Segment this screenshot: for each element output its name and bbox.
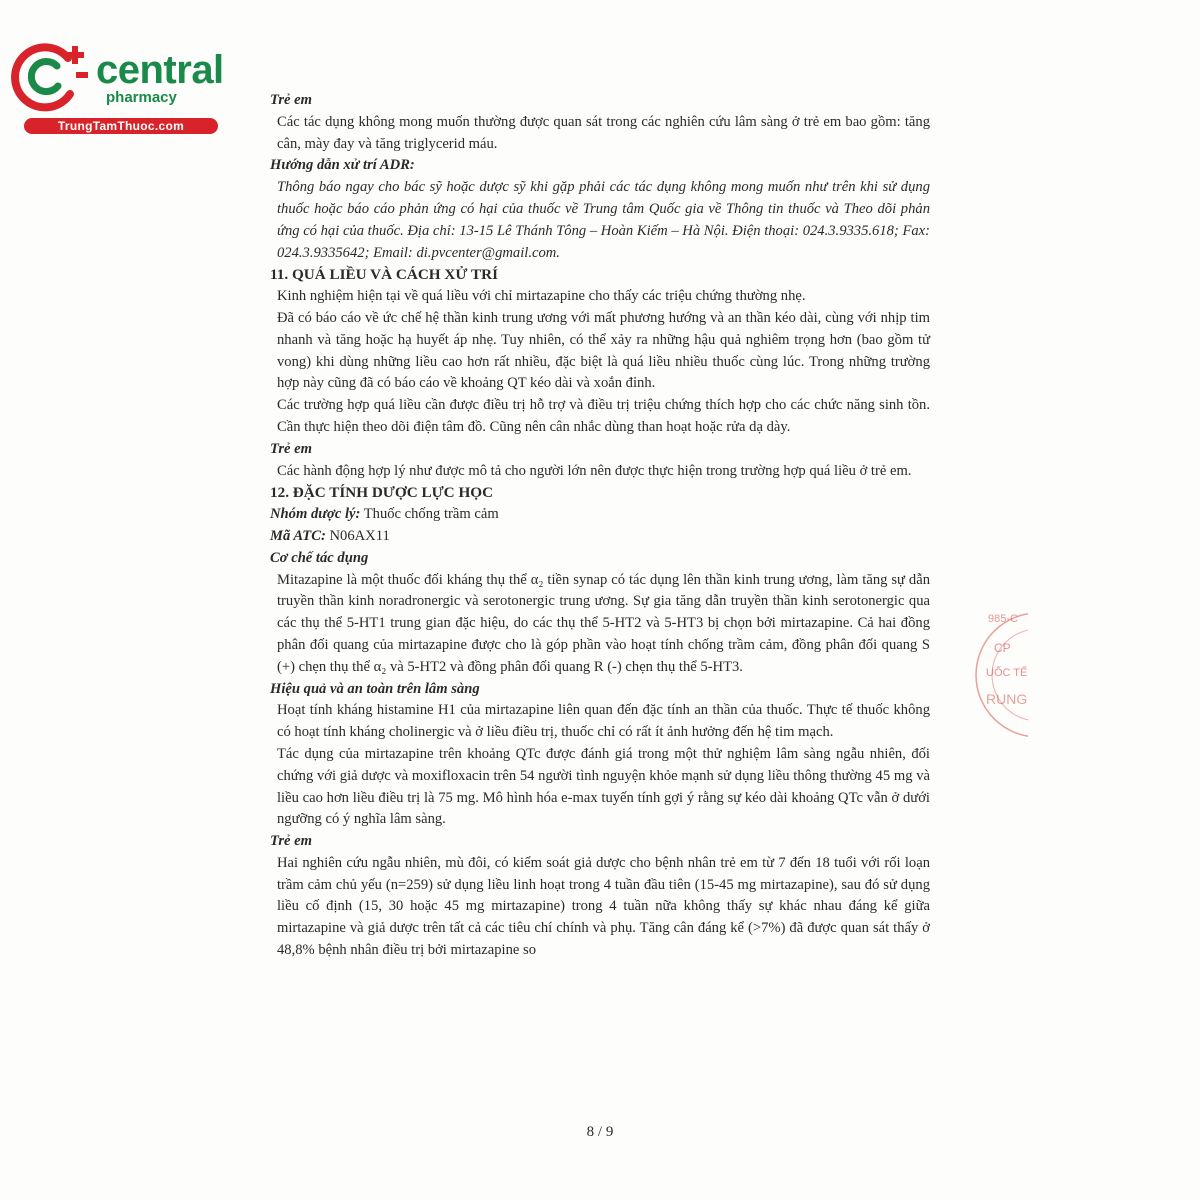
stamp-line-2: CP [994,641,1011,655]
heading-mechanism: Cơ chế tác dụng [270,549,369,566]
paragraph-children-2: Các hành động hợp lý như được mô tả cho người lớn nên được thực hiện trong trường hợp quá liều ở trẻ em. [277,462,912,479]
paragraph-efficacy-1: Hoạt tính kháng histamine H1 của mirtazapine liên quan đến đặc tính an thần của thuốc. Thực tế thuốc không có hoạt tính kháng cholinergic và ở liều điều trị, thuốc chỉ có rất ít ảnh hưởng đến hệ tim mạch. [277,702,930,741]
paragraph-overdose-2: Đã có báo cáo về ức chế hệ thần kinh trung ương với mất phương hướng và an thần kéo dài, cùng với nhịp tim nhanh và tăng hoặc hạ huyết áp nhẹ. Tuy nhiên, có thể xảy ra những hậu quả nghiêm trọng hơn (bao gồm tử vong) khi dùng những liều cao hơn rất nhiều, đặc biệt là quá liều nhiều thuốc cùng lúc. Trong những trường hợp này cũng đã có báo cáo về khoảng QT kéo dài và xoắn đỉnh. [277,309,930,392]
pharmacy-logo-icon [10,36,90,116]
atc-code-value: N06AX11 [325,527,390,544]
stamp-line-3: UỐC TẾ [986,667,1028,679]
pharmacologic-group-value: Thuốc chống trầm cảm [360,506,499,523]
logo-sub-text: pharmacy [106,89,177,106]
heading-children-1: Trẻ em [270,92,313,108]
central-pharmacy-logo[interactable] [10,36,224,136]
paragraph-adr: Thông báo ngay cho bác sỹ hoặc dược sỹ khi gặp phải các tác dụng không mong muốn như trên khi sử dụng thuốc hoặc báo cáo phản ứng có hại của thuốc về Trung tâm Quốc gia về Thông tin thuốc và Theo dõi phản ứng có hại của thuốc. Địa chỉ: 13-15 Lê Thánh Tông – Hoàn Kiếm – Hà Nội. Điện thoại: 024.3.9335.618; Fax: 024.3.9335642; Email: di.pvcenter@gmail.com. [277,179,930,261]
atc-code-label: Mã ATC: [270,527,326,544]
heading-children-3: Trẻ em [270,833,313,850]
atc-code [270,526,930,548]
heading-efficacy: Hiệu quả và an toàn trên lâm sàng [270,680,480,697]
paragraph-efficacy-2: Tác dụng của mirtazapine trên khoảng QTc được đánh giá trong một thử nghiệm lâm sàng ngẫu nhiên, đối chứng với giả dược và moxifloxacin trên 54 người tình nguyện khỏe mạnh sử dụng liều thông thường 45 mg và liều cao hơn liều điều trị là 75 mg. Mô hình hóa e-max tuyến tính gợi ý rằng sự kéo dài khoảng QTc vẫn ở dưới ngưỡng có ý nghĩa lâm sàng. [277,745,930,828]
page-number: 8 / 9 [586,1124,614,1140]
pharmacologic-group-label: Nhóm dược lý: [270,506,361,523]
paragraph-overdose-1: Kinh nghiệm hiện tại về quá liều với chỉ mirtazapine cho thấy các triệu chứng thường nhẹ. [277,288,806,305]
logo-brand-text: central [96,48,224,92]
heading-adr: Hướng dẫn xử trí ADR: [270,157,415,174]
document-body [270,90,930,962]
paragraph-overdose-3: Các trường hợp quá liều cần được điều trị hỗ trợ và điều trị triệu chứng thích hợp cho các chức năng sinh tồn. Cần thực hiện theo dõi điện tâm đồ. Cũng nên cân nhắc dùng than hoạt hoặc rửa dạ dày. [277,397,930,435]
stamp-line-4: RUNG [986,691,1028,707]
section-11-title: 11. QUÁ LIỀU VÀ CÁCH XỬ TRÍ [270,266,498,284]
logo-website-badge[interactable]: TrungTamThuoc.com [24,118,218,134]
red-stamp-fragment [968,600,1028,750]
pharmacologic-group [270,504,930,526]
stamp-line-1: 985-C [988,613,1018,625]
heading-children-2: Trẻ em [270,440,313,457]
section-12-title: 12. ĐẶC TÍNH DƯỢC LỰC HỌC [270,484,494,502]
paragraph-children-1: Các tác dụng không mong muốn thường được quan sát trong các nghiên cứu lâm sàng ở trẻ em bao gồm: tăng cân, mày đay và tăng triglycerid máu. [277,113,930,152]
paragraph-mechanism: Mitazapine là một thuốc đối kháng thụ thể α₂ tiền synap có tác dụng lên thần kinh trung ương, làm tăng sự dẫn truyền thần kinh noradronergic và serotonergic trung ương. Sự gia tăng dẫn truyền thần kinh serotonergic qua các thụ thể 5-HT1 trung gian đặc hiệu, do các thụ thể 5-HT2 và 5-HT3 bị chọn bởi mirtazapine. Cả hai đồng phân đối quang của mirtazapine được cho là góp phần vào hoạt tính chống trầm cảm, đồng phân đối quang S (+) chẹn thụ thể α₂ và 5-HT2 và đồng phân đối quang R (-) chẹn thụ thể 5-HT3. [277,571,930,675]
paragraph-children-3: Hai nghiên cứu ngẫu nhiên, mù đôi, có kiểm soát giả dược cho bệnh nhân trẻ em từ 7 đến 18 tuổi với rối loạn trầm cảm chủ yếu (n=259) sử dụng liều linh hoạt trong 4 tuần đầu tiên (15-45 mg mirtazapine), sau đó sử dụng liều cố định (15, 30 hoặc 45 mg mirtazapine) trong 4 tuần nữa không thấy sự khác nhau đáng kể giữa mirtazapine và giả dược trên tất cả các tiêu chí chính và phụ. Tăng cân đáng kể (>7%) đã được quan sát thấy ở 48,8% bệnh nhân điều trị bởi mirtazapine so [277,854,930,959]
